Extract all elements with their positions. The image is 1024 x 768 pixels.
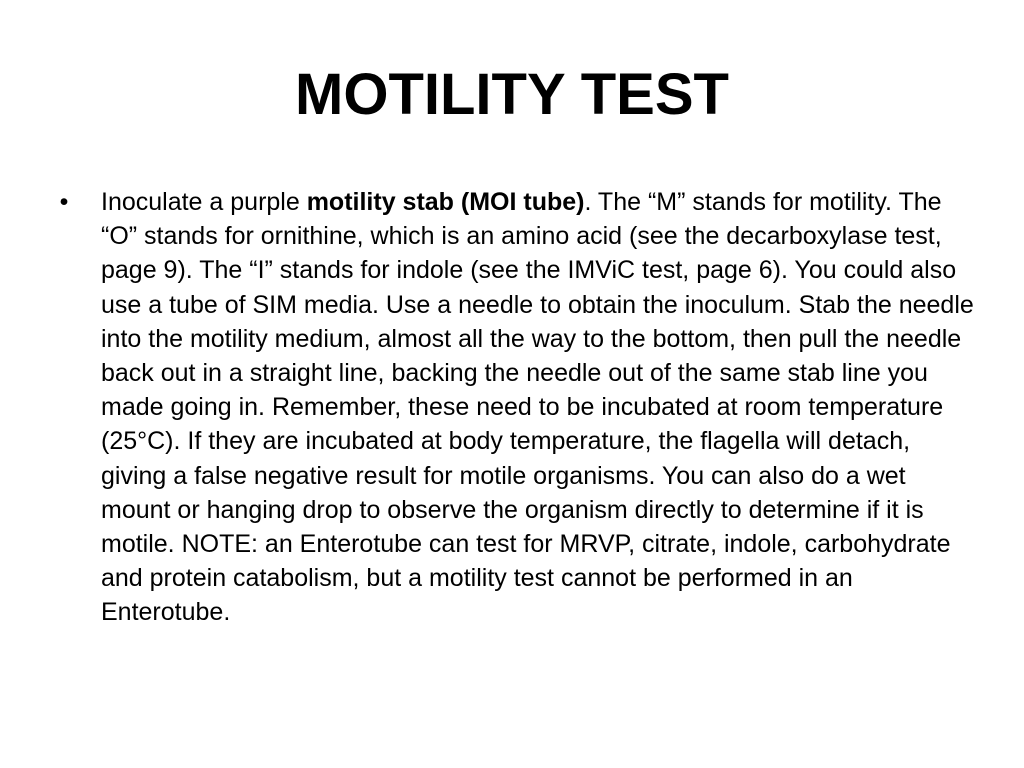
paragraph-text-start: Inoculate a purple [101, 188, 307, 216]
bullet-item [54, 185, 974, 630]
bullet-list [54, 185, 974, 630]
bullet-dot-icon: • [59, 188, 69, 216]
paragraph-text-rest: . The “M” stands for motility. The “O” stands for ornithine, which is an amino acid (see the decarboxylase test, page 9). The “I” stands for indole (see the IMViC test, page 6). You could also use a tube of SIM media. Use a needle to obtain the inoculum. Stab the needle into the motility medium, almost all the way to the bottom, then pull the needle back out in a straight line, backing the needle out of the same stab line you made going in. Remember, these need to be incubated at room temperature (25°C). If they are incubated at body temperature, the flagella will detach, giving a false negative result for motile organisms. You can also do a wet mount or hanging drop to observe the organism directly to determine if it is motile. NOTE: an Enterotube can test for MRVP, citrate, indole, carbohydrate and protein catabolism, but a motility test cannot be performed in an Enterotube. [101, 188, 974, 627]
paragraph-bold-text: motility stab (MOI tube) [306, 188, 585, 216]
slide-title: MOTILITY TEST [295, 62, 729, 127]
